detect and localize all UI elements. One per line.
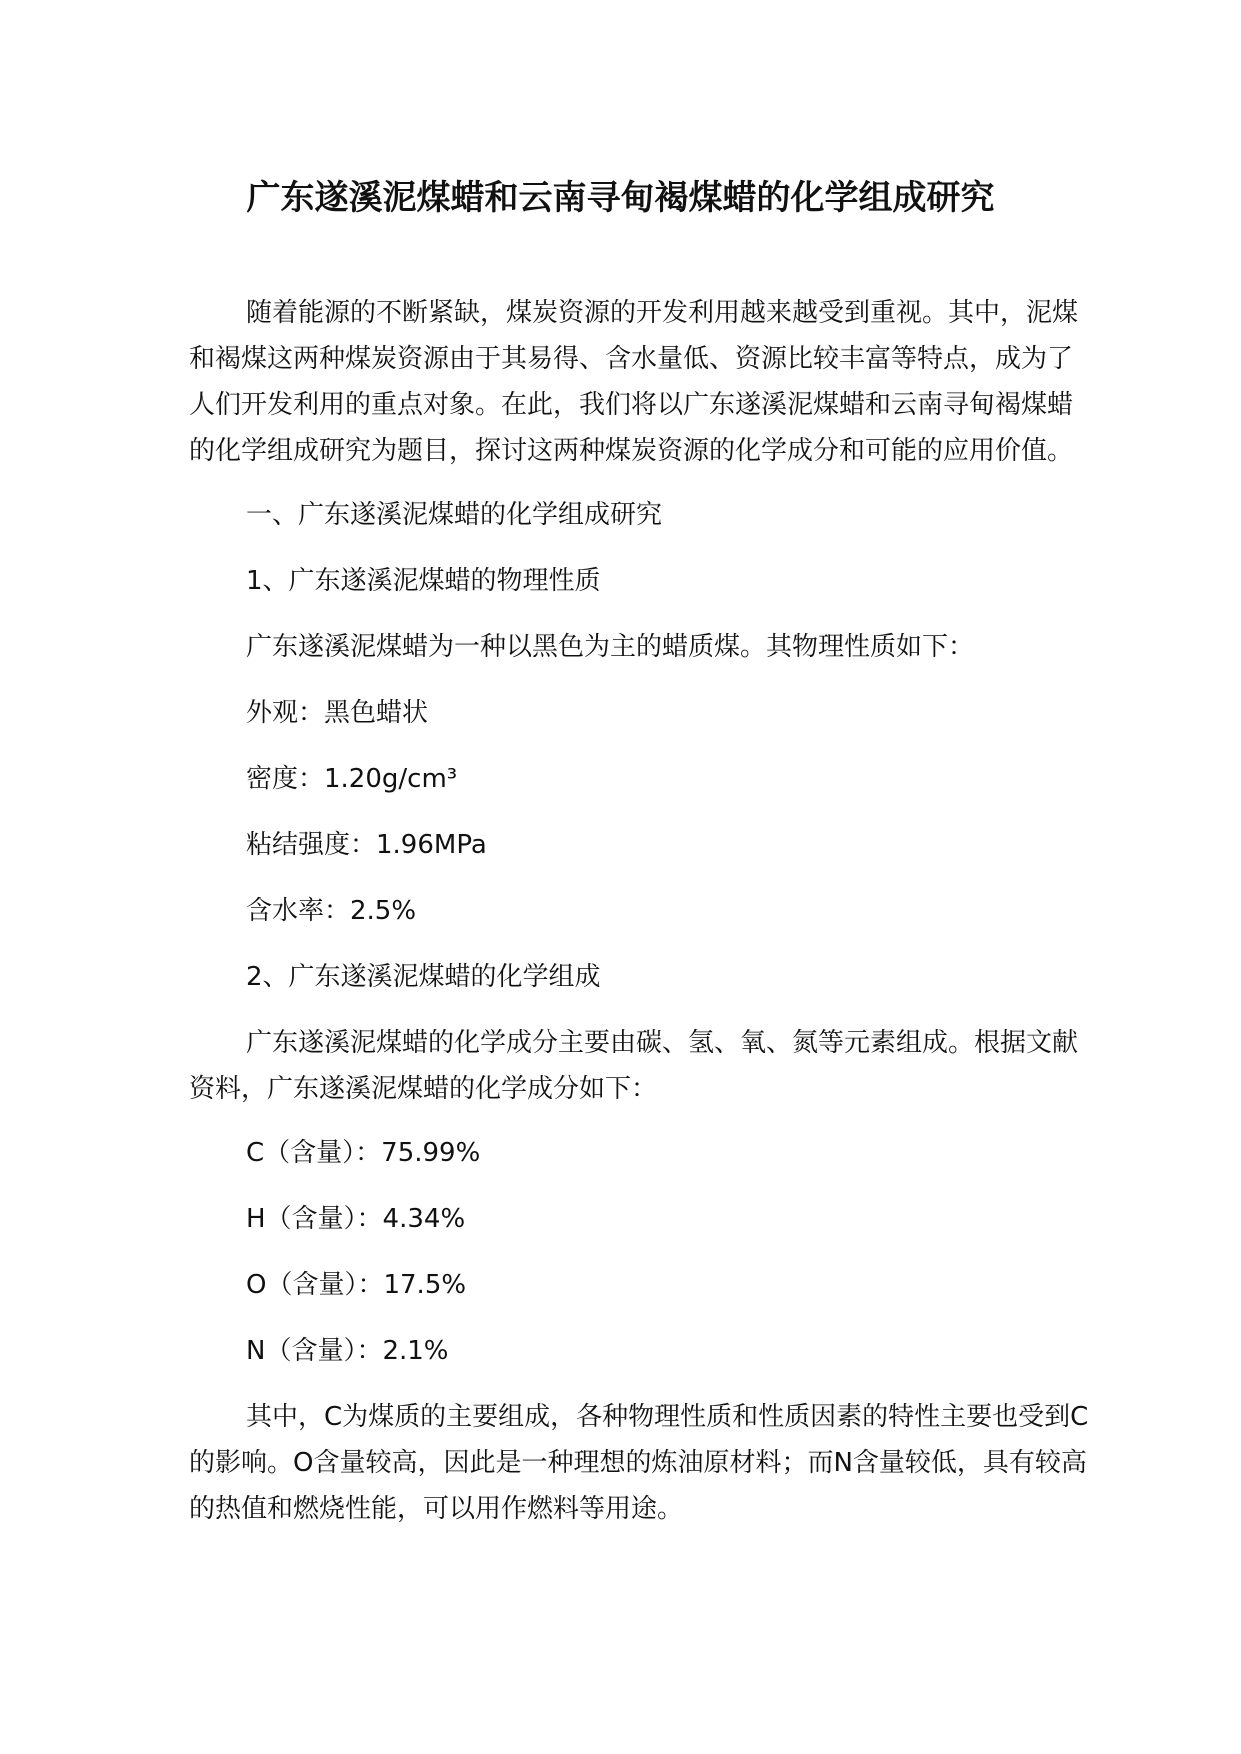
composition-line: O（含量）：17.5% [246, 1270, 467, 1300]
document-body [189, 290, 1089, 1550]
physical-properties-intro: 广东遂溪泥煤蜡为一种以黑色为主的蜡质煤。其物理性质如下： [246, 632, 975, 662]
composition-line: H（含量）：4.34% [246, 1204, 466, 1234]
section-heading: 一、广东遂溪泥煤蜡的化学组成研究 [246, 500, 663, 530]
property-line: 外观：黑色蜡状 [246, 698, 429, 728]
subsection-heading: 2、广东遂溪泥煤蜡的化学组成 [246, 962, 601, 992]
property-line: 粘结强度：1.96MPa [246, 830, 487, 860]
composition-line: N（含量）：2.1% [246, 1336, 449, 1366]
subsection-heading: 1、广东遂溪泥煤蜡的物理性质 [246, 566, 601, 596]
document-title: 广东遂溪泥煤蜡和云南寻甸褐煤蜡的化学组成研究 [246, 178, 995, 218]
property-line: 含水率：2.5% [246, 896, 417, 926]
chemical-composition-intro: 广东遂溪泥煤蜡的化学成分主要由碳、氢、氧、氮等元素组成。根据文献资料，广东遂溪泥煤蜡的化学成分如下： [189, 1028, 1079, 1104]
intro-paragraph: 随着能源的不断紧缺，煤炭资源的开发利用越来越受到重视。其中，泥煤和褐煤这两种煤炭资源由于其易得、含水量低、资源比较丰富等特点，成为了人们开发利用的重点对象。在此，我们将以广东遂溪泥煤蜡和云南寻甸褐煤蜡的化学组成研究为题目，探讨这两种煤炭资源的化学成分和可能的应用价值。 [189, 298, 1079, 466]
composition-line: C（含量）：75.99% [246, 1138, 481, 1168]
property-line: 密度：1.20g/cm³ [246, 764, 458, 794]
conclusion-paragraph: 其中，C为煤质的主要组成，各种物理性质和性质因素的特性主要也受到C的影响。O含量较高，因此是一种理想的炼油原材料；而N含量较低，具有较高的热值和燃烧性能，可以用作燃料等用途。 [189, 1402, 1089, 1524]
